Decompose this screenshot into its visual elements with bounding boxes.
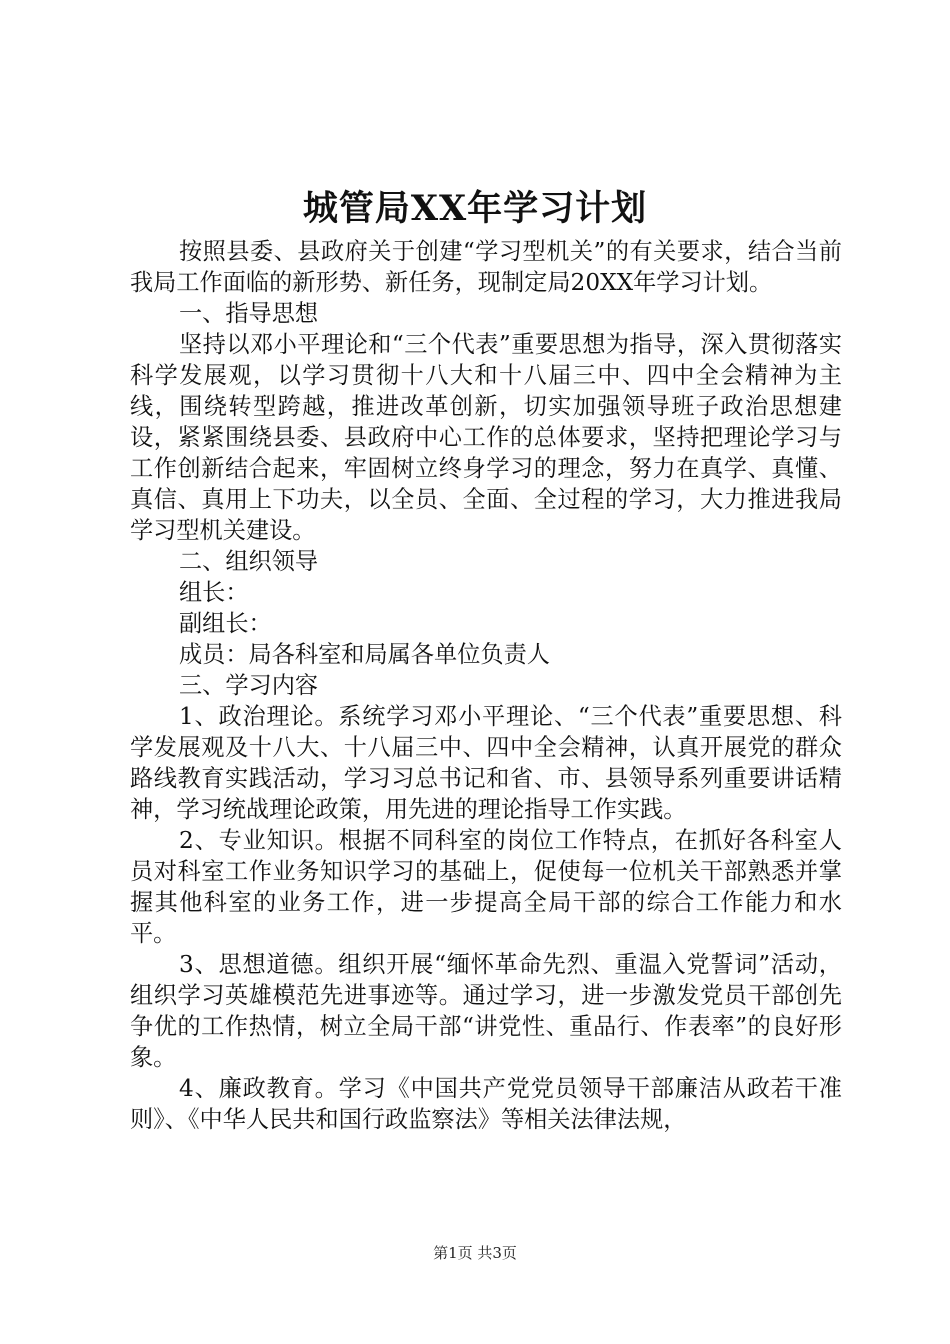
members-line: 成员：局各科室和局属各单位负责人 (179, 641, 550, 668)
guiding-thought-paragraph: 坚持以邓小平理论和“三个代表”重要思想为指导，深入贯彻落实科学发展观，以学习贯彻十八大和十八届三中、四中全会精神为主线，围绕转型跨越，推进改革创新，切实加强领导班子政治思想建设，紧紧围绕县委、县政府中心工作的总体要求，坚持把理论学习与工作创新结合起来，牢固树立终身学习的理念，努力在真学、真懂、真信、真用上下功夫，以全员、全面、全过程的学习，大力推进我局学习型机关建设。 (130, 331, 842, 544)
content-item-politics: 1、政治理论。系统学习邓小平理论、“三个代表”重要思想、科学发展观及十八大、十八届三中、四中全会精神，认真开展党的群众路线教育实践活动，学习习总书记和省、市、县领导系列重要讲话精神，学习统战理论政策，用先进的理论指导工作实践。 (130, 703, 842, 823)
section-heading-guiding-thought: 一、指导思想 (179, 300, 319, 327)
content-item-professional: 2、专业知识。根据不同科室的岗位工作特点，在抓好各科室人员对科室工作业务知识学习的基础上，促使每一位机关干部熟悉并掌握其他科室的业务工作，进一步提高全局干部的综合工作能力和水平。 (130, 827, 842, 947)
page-number: 第1页 共3页 (433, 1244, 517, 1262)
content-item-ethics: 3、思想道德。组织开展“缅怀革命先烈、重温入党誓词”活动，组织学习英雄模范先进事迹等。通过学习，进一步激发党员干部创先争优的工作热情，树立全局干部“讲党性、重品行、作表率”的良好形象。 (130, 951, 842, 1071)
section-heading-content: 三、学习内容 (179, 672, 319, 699)
group-leader-line: 组长： (179, 579, 249, 606)
deputy-leader-line: 副组长： (179, 610, 272, 637)
content-item-integrity: 4、廉政教育。学习《中国共产党党员领导干部廉洁从政若干准则》、《中华人民共和国行政监察法》等相关法律法规， (130, 1075, 842, 1133)
document-body (130, 236, 842, 1135)
intro-paragraph: 按照县委、县政府关于创建“学习型机关”的有关要求，结合当前我局工作面临的新形势、新任务，现制定局20XX年学习计划。 (130, 238, 842, 296)
section-heading-organization: 二、组织领导 (179, 548, 319, 575)
document-title: 城管局XX年学习计划 (302, 188, 648, 229)
